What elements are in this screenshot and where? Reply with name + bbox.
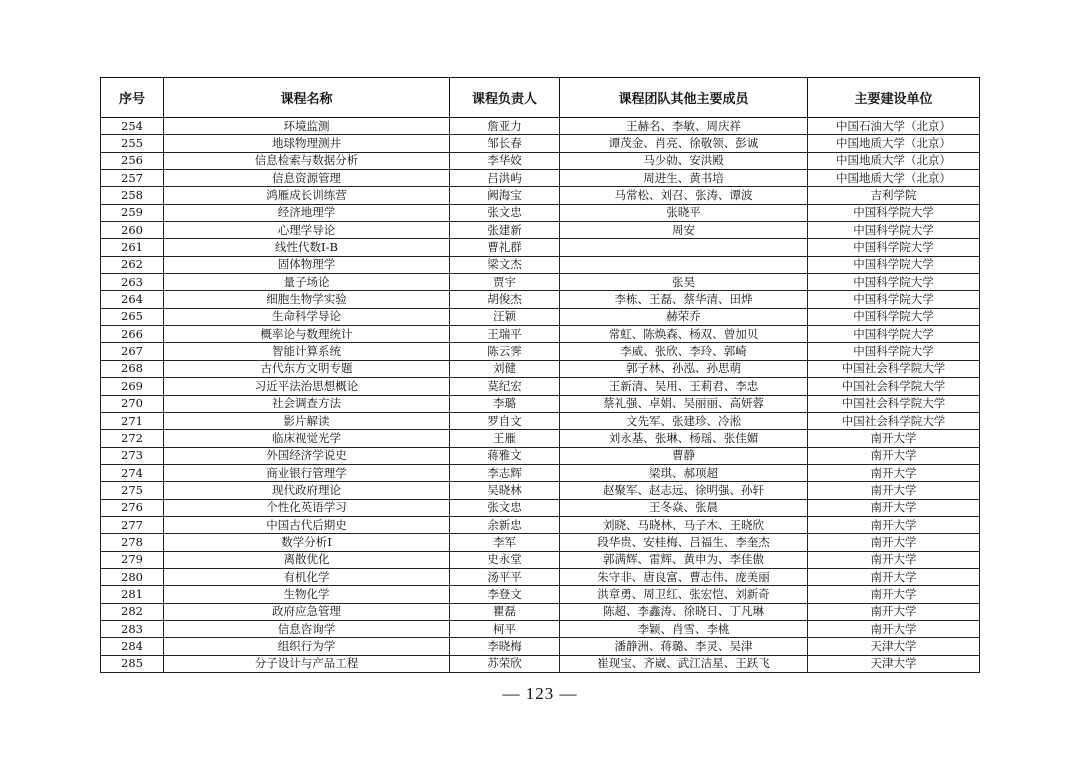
- cell-index: 257: [101, 170, 164, 187]
- cell-institution: 中国地质大学（北京）: [808, 152, 980, 169]
- cell-lead: 李晓梅: [450, 638, 560, 655]
- cell-institution: 南开大学: [808, 499, 980, 516]
- cell-institution: 中国科学院大学: [808, 291, 980, 308]
- table-row: [101, 152, 980, 169]
- cell-lead: 瞿磊: [450, 603, 560, 620]
- cell-lead: 李志辉: [450, 464, 560, 481]
- cell-team-members: 王新清、吴用、王莉君、李忠: [560, 378, 808, 395]
- cell-index: 270: [101, 395, 164, 412]
- cell-team-members: 马少勍、安洪殿: [560, 152, 808, 169]
- cell-index: 282: [101, 603, 164, 620]
- cell-institution: 南开大学: [808, 551, 980, 568]
- cell-course-name: 数学分析I: [164, 534, 450, 551]
- cell-course-name: 影片解读: [164, 412, 450, 429]
- cell-index: 273: [101, 447, 164, 464]
- cell-lead: 苏荣欣: [450, 655, 560, 672]
- cell-lead: 王瑞平: [450, 326, 560, 343]
- table-row: [101, 655, 980, 672]
- table-row: [101, 360, 980, 377]
- cell-team-members: 周安: [560, 222, 808, 239]
- cell-institution: 南开大学: [808, 620, 980, 637]
- table-header: [101, 78, 980, 118]
- cell-index: 264: [101, 291, 164, 308]
- cell-index: 279: [101, 551, 164, 568]
- cell-course-name: 细胞生物学实验: [164, 291, 450, 308]
- page-number: — 123 —: [502, 684, 578, 703]
- cell-institution: 中国社会科学院大学: [808, 412, 980, 429]
- cell-index: 280: [101, 568, 164, 585]
- cell-team-members: 梁琪、郝项超: [560, 464, 808, 481]
- cell-index: 268: [101, 360, 164, 377]
- cell-index: 277: [101, 516, 164, 533]
- cell-course-name: 分子设计与产品工程: [164, 655, 450, 672]
- cell-institution: 中国科学院大学: [808, 222, 980, 239]
- cell-index: 274: [101, 464, 164, 481]
- cell-lead: 刘健: [450, 360, 560, 377]
- cell-team-members: 文先军、张建珍、冷淞: [560, 412, 808, 429]
- cell-course-name: 个性化英语学习: [164, 499, 450, 516]
- cell-lead: 李璐: [450, 395, 560, 412]
- cell-course-name: 信息资源管理: [164, 170, 450, 187]
- cell-course-name: 经济地理学: [164, 204, 450, 221]
- table-row: [101, 118, 980, 135]
- cell-course-name: 智能计算系统: [164, 343, 450, 360]
- cell-index: 258: [101, 187, 164, 204]
- table-row: [101, 291, 980, 308]
- cell-course-name: 心理学导论: [164, 222, 450, 239]
- cell-institution: 中国地质大学（北京）: [808, 170, 980, 187]
- cell-course-name: 信息检索与数据分析: [164, 152, 450, 169]
- cell-index: 285: [101, 655, 164, 672]
- cell-lead: 贾宇: [450, 274, 560, 291]
- header-row: [101, 78, 980, 118]
- cell-institution: 南开大学: [808, 568, 980, 585]
- cell-index: 281: [101, 586, 164, 603]
- cell-index: 276: [101, 499, 164, 516]
- cell-institution: 南开大学: [808, 464, 980, 481]
- cell-lead: 汪颖: [450, 308, 560, 325]
- cell-course-name: 固体物理学: [164, 256, 450, 273]
- cell-team-members: 陈超、李鑫涛、徐晓日、丁凡琳: [560, 603, 808, 620]
- table-row: [101, 430, 980, 447]
- course-table: [100, 77, 980, 673]
- cell-institution: 中国石油大学（北京）: [808, 118, 980, 135]
- cell-course-name: 中国古代后期史: [164, 516, 450, 533]
- cell-institution: 中国地质大学（北京）: [808, 135, 980, 152]
- cell-index: 283: [101, 620, 164, 637]
- cell-institution: 天津大学: [808, 655, 980, 672]
- cell-index: 265: [101, 308, 164, 325]
- table-row: [101, 586, 980, 603]
- cell-team-members: 李栋、王磊、蔡华清、田烨: [560, 291, 808, 308]
- cell-team-members: 段华贵、安桂梅、吕福生、李奎杰: [560, 534, 808, 551]
- cell-index: 275: [101, 482, 164, 499]
- cell-index: 261: [101, 239, 164, 256]
- cell-team-members: 崔现宝、齐崴、武江洁星、王跃飞: [560, 655, 808, 672]
- cell-team-members: 赵聚军、赵志远、徐明强、孙轩: [560, 482, 808, 499]
- cell-institution: 中国科学院大学: [808, 239, 980, 256]
- cell-course-name: 线性代数I-B: [164, 239, 450, 256]
- cell-lead: 吴晓林: [450, 482, 560, 499]
- table-row: [101, 482, 980, 499]
- header-institution: 主要建设单位: [808, 78, 980, 118]
- cell-course-name: 地球物理测井: [164, 135, 450, 152]
- cell-team-members: 郭子林、孙泓、孙思萌: [560, 360, 808, 377]
- header-lead: 课程负责人: [450, 78, 560, 118]
- cell-lead: 张文忠: [450, 499, 560, 516]
- table-row: [101, 378, 980, 395]
- cell-course-name: 信息咨询学: [164, 620, 450, 637]
- cell-team-members: 蔡礼强、卓娟、吴丽丽、高妍蓉: [560, 395, 808, 412]
- cell-team-members: 李威、张欣、李玲、郭崎: [560, 343, 808, 360]
- cell-course-name: 政府应急管理: [164, 603, 450, 620]
- table-row: [101, 308, 980, 325]
- cell-lead: 胡俊杰: [450, 291, 560, 308]
- cell-course-name: 古代东方文明专题: [164, 360, 450, 377]
- cell-course-name: 外国经济学说史: [164, 447, 450, 464]
- cell-index: 255: [101, 135, 164, 152]
- table-row: [101, 534, 980, 551]
- cell-team-members: [560, 239, 808, 256]
- cell-team-members: 曹静: [560, 447, 808, 464]
- cell-lead: 莫纪宏: [450, 378, 560, 395]
- cell-institution: 中国社会科学院大学: [808, 360, 980, 377]
- cell-course-name: 现代政府理论: [164, 482, 450, 499]
- cell-team-members: 张晓平: [560, 204, 808, 221]
- table-body: [101, 118, 980, 673]
- table-row: [101, 274, 980, 291]
- table-row: [101, 638, 980, 655]
- cell-course-name: 鸿雁成长训练营: [164, 187, 450, 204]
- cell-institution: 南开大学: [808, 586, 980, 603]
- table-row: [101, 135, 980, 152]
- cell-team-members: 刘晓、马晓林、马子木、王晓欣: [560, 516, 808, 533]
- table-row: [101, 603, 980, 620]
- cell-course-name: 概率论与数理统计: [164, 326, 450, 343]
- table-row: [101, 499, 980, 516]
- header-index: 序号: [101, 78, 164, 118]
- cell-lead: 蒋雅文: [450, 447, 560, 464]
- table-row: [101, 447, 980, 464]
- cell-institution: 中国科学院大学: [808, 343, 980, 360]
- cell-team-members: 潘静洲、蒋璐、李灵、吴津: [560, 638, 808, 655]
- table-row: [101, 620, 980, 637]
- cell-index: 271: [101, 412, 164, 429]
- table-row: [101, 395, 980, 412]
- cell-institution: 南开大学: [808, 534, 980, 551]
- cell-lead: 邹长春: [450, 135, 560, 152]
- cell-course-name: 离散优化: [164, 551, 450, 568]
- cell-index: 266: [101, 326, 164, 343]
- cell-institution: 中国科学院大学: [808, 274, 980, 291]
- cell-index: 284: [101, 638, 164, 655]
- cell-course-name: 生物化学: [164, 586, 450, 603]
- cell-lead: 梁文杰: [450, 256, 560, 273]
- cell-lead: 曹礼群: [450, 239, 560, 256]
- cell-course-name: 有机化学: [164, 568, 450, 585]
- table-row: [101, 343, 980, 360]
- cell-lead: 余新忠: [450, 516, 560, 533]
- cell-index: 272: [101, 430, 164, 447]
- table-row: [101, 568, 980, 585]
- cell-institution: 中国科学院大学: [808, 326, 980, 343]
- cell-index: 263: [101, 274, 164, 291]
- cell-institution: 中国社会科学院大学: [808, 378, 980, 395]
- cell-index: 260: [101, 222, 164, 239]
- cell-team-members: 周进生、黄书培: [560, 170, 808, 187]
- cell-course-name: 组织行为学: [164, 638, 450, 655]
- cell-institution: 中国科学院大学: [808, 308, 980, 325]
- header-course-name: 课程名称: [164, 78, 450, 118]
- cell-team-members: 朱守非、唐良富、曹志伟、庞美丽: [560, 568, 808, 585]
- cell-team-members: 张昊: [560, 274, 808, 291]
- cell-lead: 汤平平: [450, 568, 560, 585]
- cell-team-members: 刘永基、张琳、杨瑶、张佳媚: [560, 430, 808, 447]
- cell-institution: 南开大学: [808, 430, 980, 447]
- cell-index: 256: [101, 152, 164, 169]
- table-row: [101, 170, 980, 187]
- cell-team-members: 王赫名、李敏、周庆祥: [560, 118, 808, 135]
- cell-index: 254: [101, 118, 164, 135]
- table-row: [101, 551, 980, 568]
- cell-lead: 史永堂: [450, 551, 560, 568]
- cell-institution: 中国科学院大学: [808, 204, 980, 221]
- cell-institution: 吉利学院: [808, 187, 980, 204]
- cell-course-name: 生命科学导论: [164, 308, 450, 325]
- cell-team-members: 郭满辉、雷辉、黄申为、李佳傲: [560, 551, 808, 568]
- table-row: [101, 204, 980, 221]
- cell-lead: 李登文: [450, 586, 560, 603]
- table-row: [101, 222, 980, 239]
- cell-institution: 天津大学: [808, 638, 980, 655]
- cell-institution: 南开大学: [808, 603, 980, 620]
- cell-index: 269: [101, 378, 164, 395]
- cell-lead: 詹亚力: [450, 118, 560, 135]
- cell-index: 278: [101, 534, 164, 551]
- cell-team-members: 常虹、陈焕森、杨双、曾加贝: [560, 326, 808, 343]
- cell-team-members: [560, 256, 808, 273]
- cell-team-members: 谭茂金、肖亮、徐敬领、彭诚: [560, 135, 808, 152]
- table-row: [101, 326, 980, 343]
- cell-lead: 李华姣: [450, 152, 560, 169]
- cell-institution: 南开大学: [808, 482, 980, 499]
- cell-course-name: 习近平法治思想概论: [164, 378, 450, 395]
- cell-lead: 柯平: [450, 620, 560, 637]
- cell-index: 267: [101, 343, 164, 360]
- cell-lead: 阙海宝: [450, 187, 560, 204]
- cell-team-members: 王冬焱、张晨: [560, 499, 808, 516]
- cell-index: 259: [101, 204, 164, 221]
- cell-course-name: 社会调查方法: [164, 395, 450, 412]
- table-row: [101, 412, 980, 429]
- cell-institution: 南开大学: [808, 516, 980, 533]
- cell-lead: 罗自文: [450, 412, 560, 429]
- table-row: [101, 187, 980, 204]
- cell-course-name: 量子场论: [164, 274, 450, 291]
- cell-lead: 王雁: [450, 430, 560, 447]
- header-team-members: 课程团队其他主要成员: [560, 78, 808, 118]
- table-row: [101, 256, 980, 273]
- cell-course-name: 环境监测: [164, 118, 450, 135]
- cell-lead: 张建新: [450, 222, 560, 239]
- cell-institution: 中国科学院大学: [808, 256, 980, 273]
- cell-lead: 陈云霁: [450, 343, 560, 360]
- cell-lead: 李军: [450, 534, 560, 551]
- cell-index: 262: [101, 256, 164, 273]
- cell-team-members: 李颖、肖雪、李桃: [560, 620, 808, 637]
- table-row: [101, 464, 980, 481]
- table-row: [101, 516, 980, 533]
- cell-lead: 吕洪屿: [450, 170, 560, 187]
- cell-course-name: 临床视觉光学: [164, 430, 450, 447]
- cell-team-members: 洪章勇、周卫红、张宏恺、刘新奇: [560, 586, 808, 603]
- table-row: [101, 239, 980, 256]
- cell-institution: 南开大学: [808, 447, 980, 464]
- cell-course-name: 商业银行管理学: [164, 464, 450, 481]
- cell-lead: 张文忠: [450, 204, 560, 221]
- cell-team-members: 赫荣乔: [560, 308, 808, 325]
- cell-institution: 中国社会科学院大学: [808, 395, 980, 412]
- cell-team-members: 马常松、刘召、张涛、谭波: [560, 187, 808, 204]
